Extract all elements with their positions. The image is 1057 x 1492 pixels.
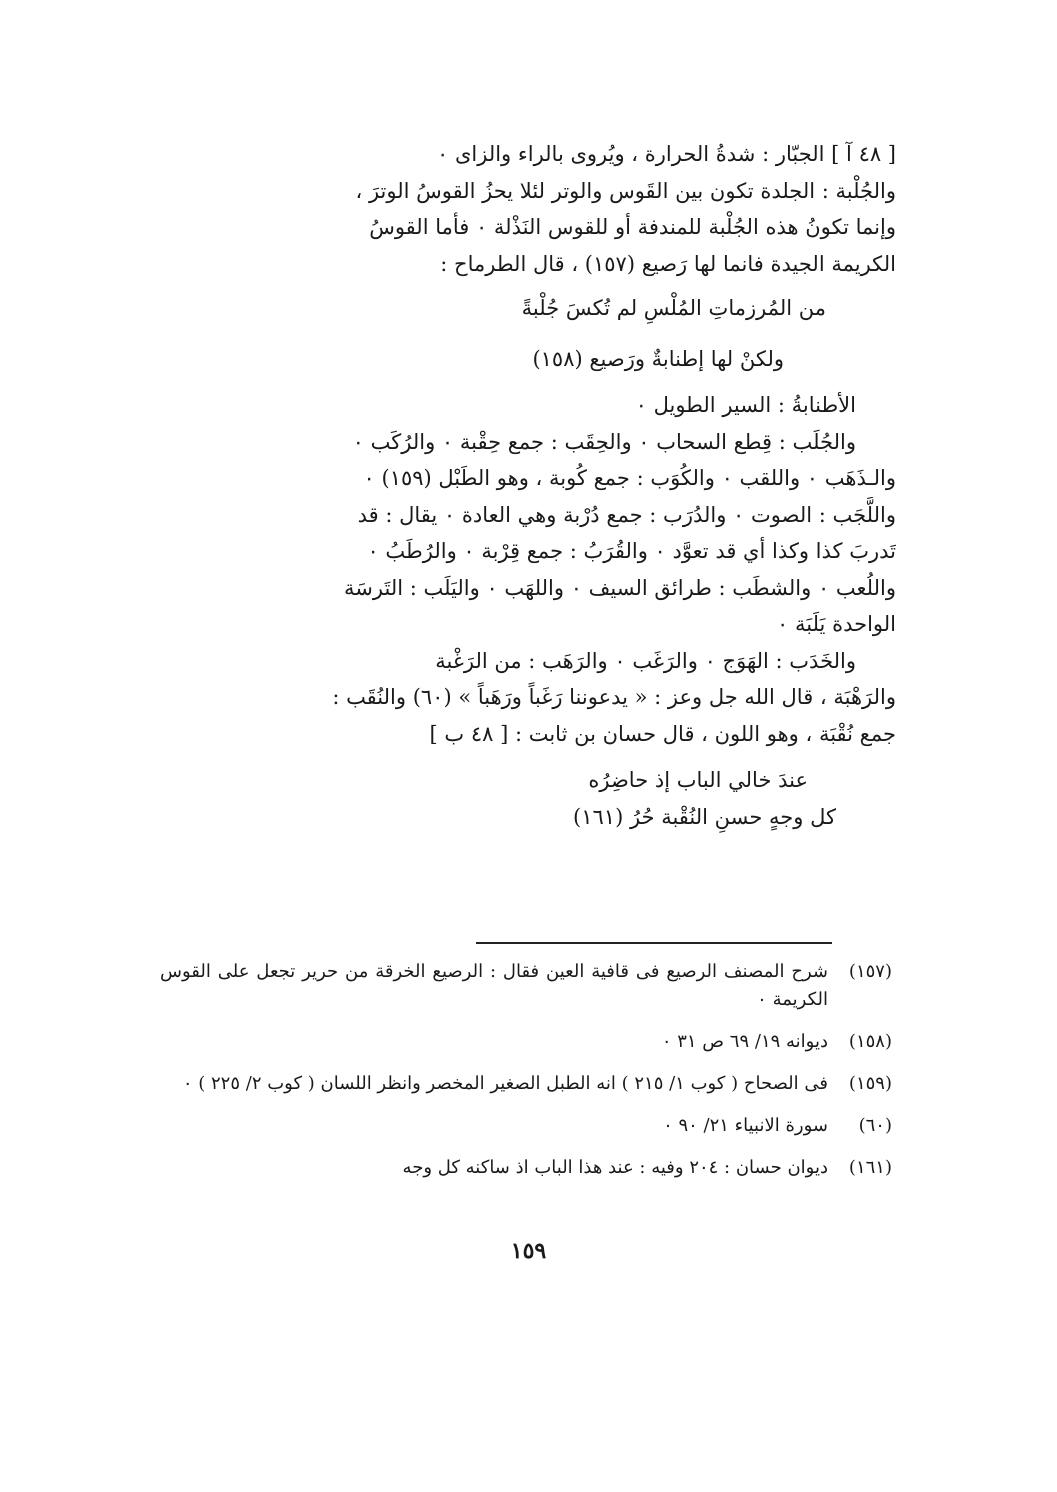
verse-line: ولكنْ لها إطنابةٌ ورَصيع (١٥٨) bbox=[532, 346, 784, 371]
text-line: تَدربَ كذا وكذا أي قد تعوَّد ٠ والقُرَبُ : جمع قِرْبة ٠ والرُطَبُ ٠ bbox=[367, 539, 896, 563]
text-line: واللَّجَب : الصوت ٠ والدُرَب : جمع دُرْبة وهي العادة ٠ يقال : قد bbox=[357, 502, 896, 527]
footnote-number: (٦٠) bbox=[858, 1115, 892, 1136]
footnote bbox=[160, 1070, 892, 1098]
verse-line: من المُرزماتِ المُلْسِ لم تُكسَ جُلْبةً bbox=[521, 296, 826, 320]
text-line: الواحدة يَلَبَة ٠ bbox=[777, 612, 896, 636]
footnotes bbox=[160, 958, 892, 1196]
text-line: والجُلَب : قِطع السحاب ٠ والحِقَب : جمع حِقْبة ٠ والرُكَب ٠ bbox=[352, 429, 856, 454]
verse-line: كل وجهٍ حسنِ النُقْبة حُرُ (١٦١) bbox=[573, 804, 836, 829]
text-line: [ ٤٨ آ ] الجبّار : شدةُ الحرارة ، ويُروى بالراء والزاى ٠ bbox=[437, 142, 896, 166]
footnote-text: ديوانه ١٩/ ٦٩ ص ٣١ ٠ bbox=[661, 1031, 828, 1052]
text-line: جمع نُقْبَة ، وهو اللون ، قال حسان بن ثابت : [ ٤٨ ب ] bbox=[429, 721, 896, 746]
footnote bbox=[160, 1112, 892, 1140]
text-line: واللُعب ٠ والشطَب : طرائق السيف ٠ واللهَب ٠ واليَلَب : التَرسَة bbox=[344, 575, 896, 600]
footnote-text: شرح المصنف الرصيع فى قافية العين فقال : الرصيع الخرقة من حرير تجعل على القوس الكريمة ٠ bbox=[160, 961, 828, 1010]
text-line: والجُلْبة : الجلدة تكون بين القَوس والوتر لئلا يحزُ القوسُ الوترَ ، bbox=[355, 178, 896, 203]
page-number: ١٥٩ bbox=[510, 1238, 547, 1264]
text-line: والرَهْبَة ، قال الله جل وعز : « يدعوننا رَغَباً ورَهَباً » (٦٠) والنُقَب : bbox=[332, 685, 896, 709]
footnote bbox=[160, 1154, 892, 1182]
footnote-text: فى الصحاح ( كوب ١/ ٢١٥ ) انه الطبل الصغير المخصر وانظر اللسان ( كوب ٢/ ٢٢٥ ) ٠ bbox=[182, 1073, 828, 1094]
verse-line: عندَ خالي الباب إذ حاضِرُه bbox=[588, 768, 808, 792]
text-line: وإنما تكونُ هذه الجُلْبة للمندفة أو للقوس النَذْلة ٠ فأما القوسُ bbox=[369, 215, 896, 239]
text-line: والخَدَب : الهَوَج ٠ والرَغَب ٠ والرَهَب : من الرَغْبة bbox=[435, 648, 856, 673]
main-text bbox=[168, 136, 896, 841]
text-line: الكريمة الجيدة فانما لها رَصيع (١٥٧) ، قال الطرماح : bbox=[440, 251, 896, 276]
footnote-text: سورة الانبياء ٢١/ ٩٠ ٠ bbox=[663, 1115, 828, 1136]
footnote-separator bbox=[476, 942, 832, 944]
footnote-number: (١٥٧) bbox=[848, 961, 892, 982]
text-line: الأطنابةُ : السير الطويل ٠ bbox=[635, 393, 856, 417]
footnote bbox=[160, 958, 892, 1014]
footnote-number: (١٦١) bbox=[848, 1157, 892, 1178]
footnote-number: (١٥٩) bbox=[848, 1073, 892, 1094]
footnote bbox=[160, 1028, 892, 1056]
footnote-text: ديوان حسان : ٢٠٤ وفيه : عند هذا الباب اذ ساكنه كل وجه bbox=[402, 1157, 828, 1178]
footnote-number: (١٥٨) bbox=[848, 1031, 892, 1052]
text-line: والـذَهَب ٠ واللقب ٠ والكُوَب : جمع كُوبة ، وهو الطَبْل (١٥٩) ٠ bbox=[363, 466, 896, 490]
